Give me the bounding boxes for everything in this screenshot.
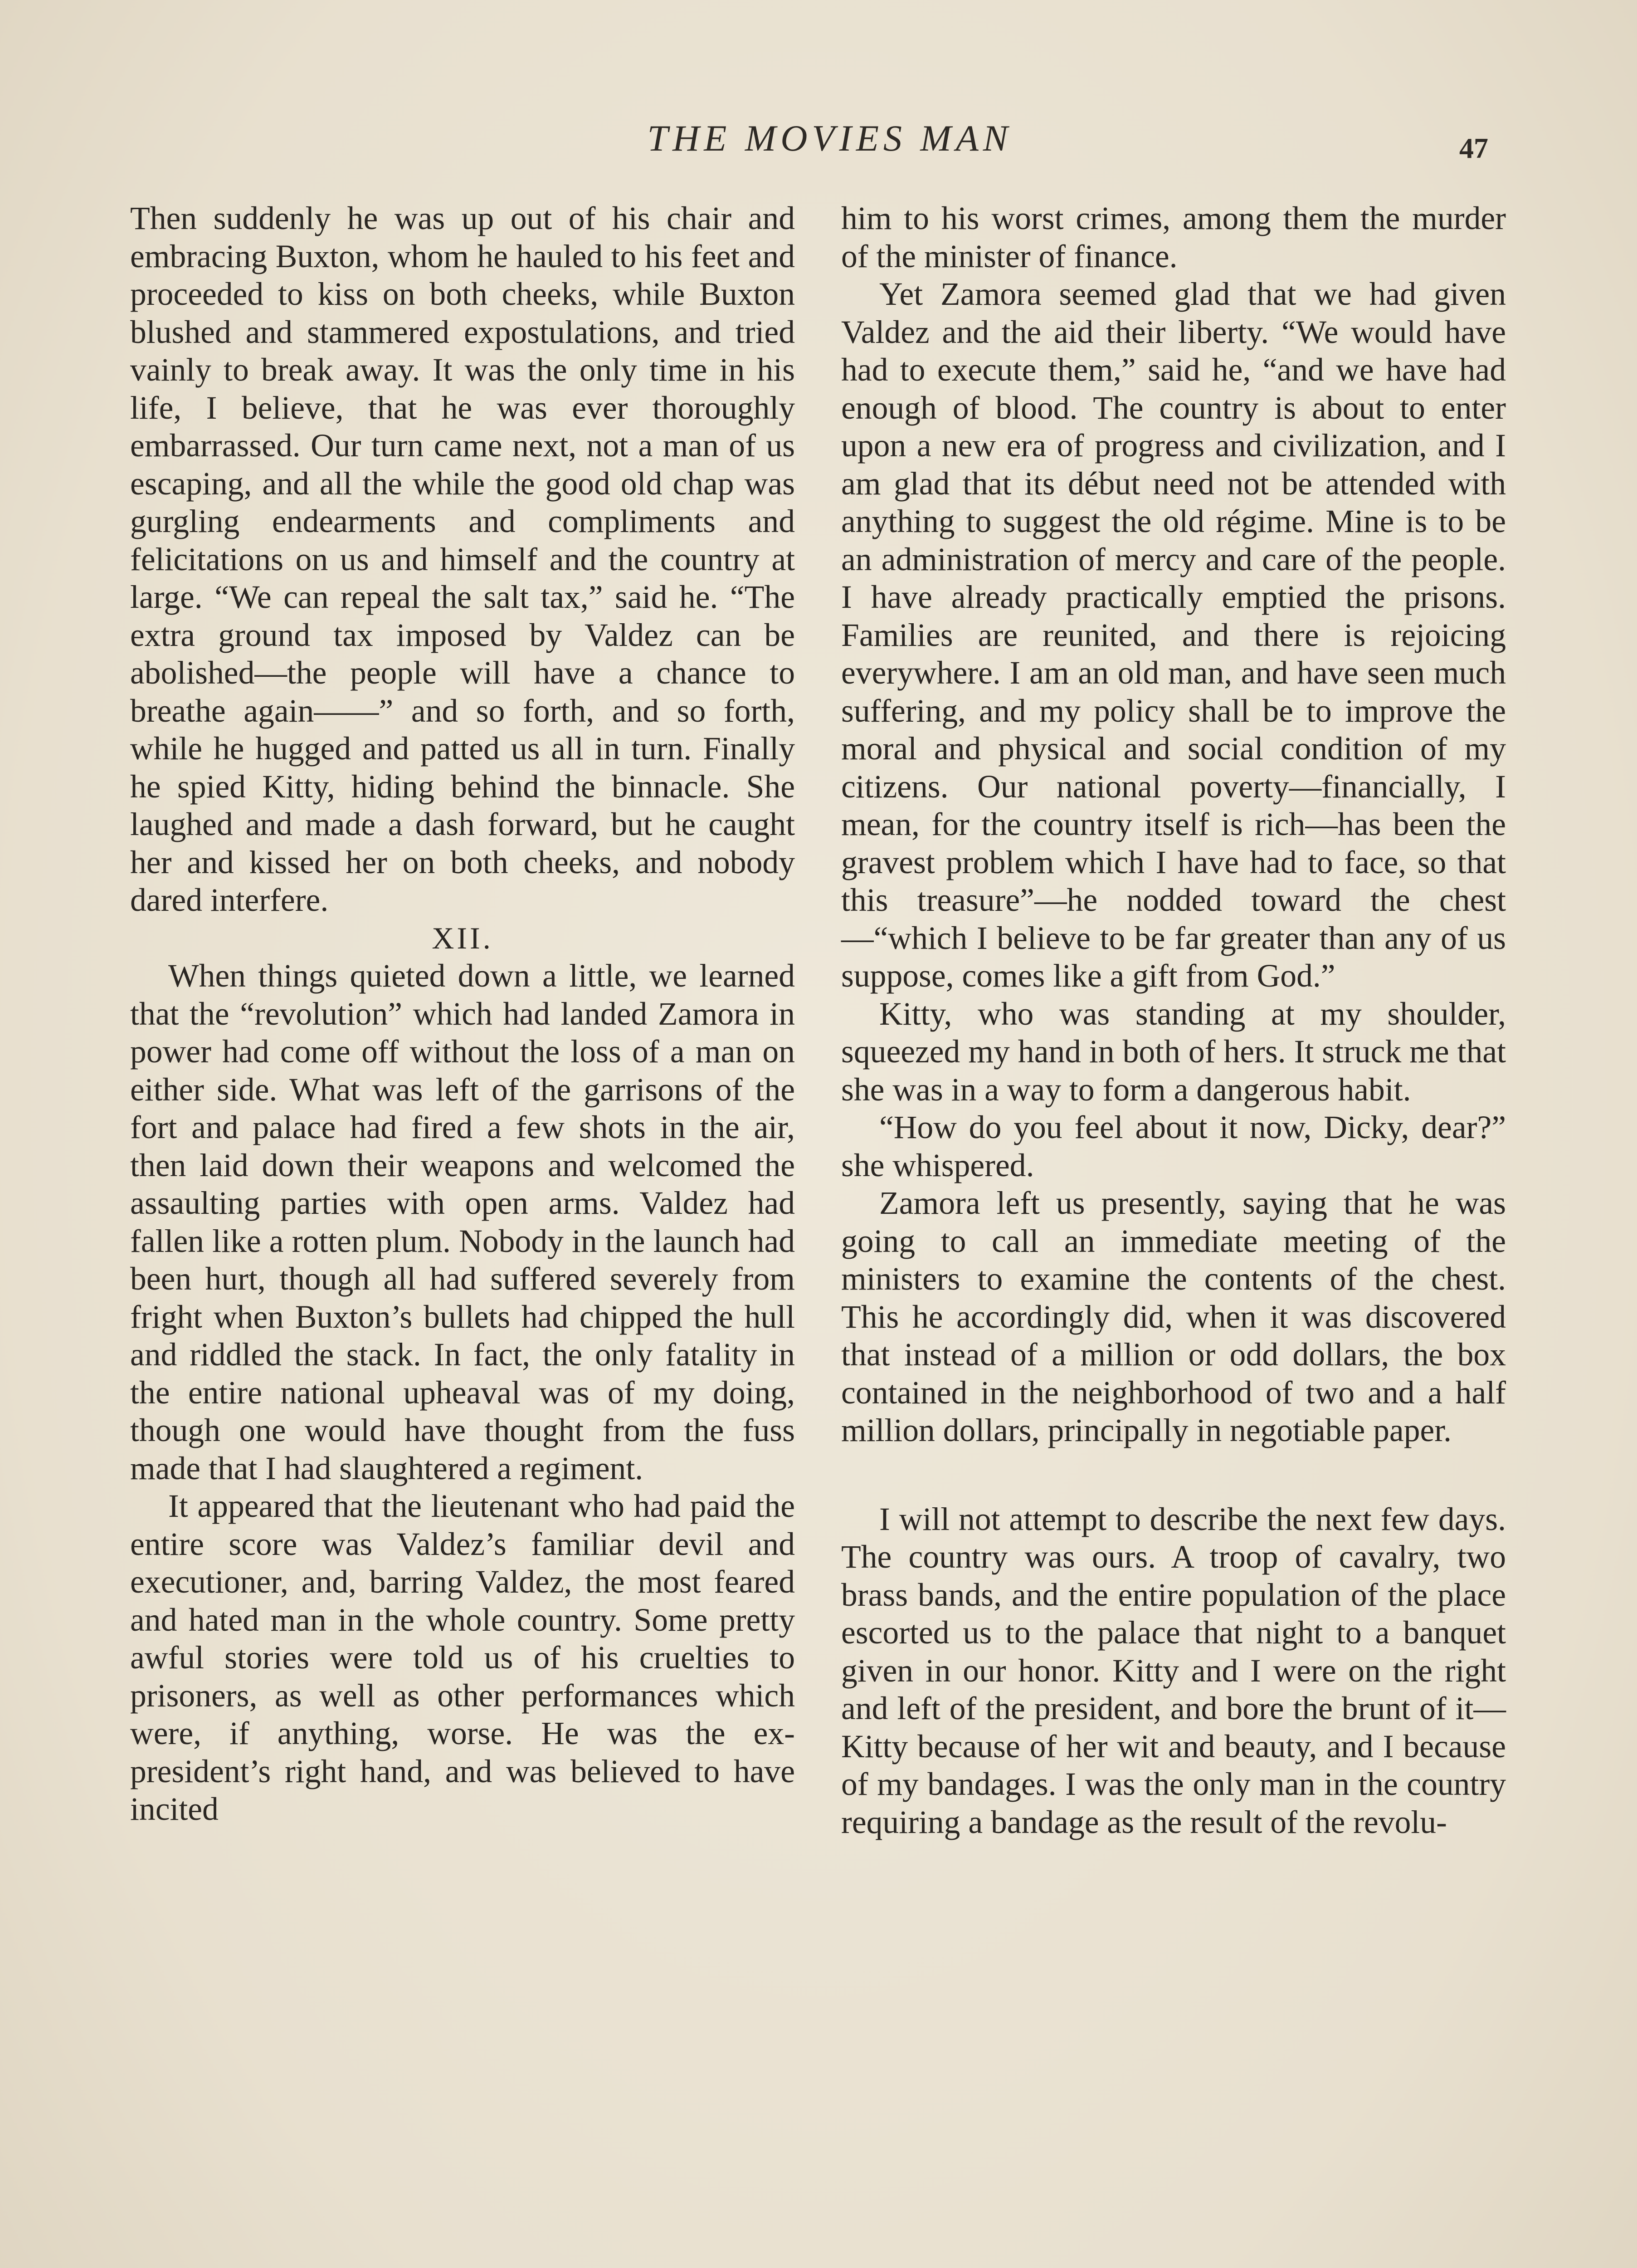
paragraph: When things quieted down a little, we learned that the “revolution” which had landed Zamora in power had come off without the loss of a man on either side. What was left of the garrisons of the fort and palace had fired a few shots in the air, then laid down their weapons and welcomed the assaulting parties with open arms. Valdez had fallen like a rotten plum. Nobody in the launch had been hurt, though all had suffered severely from fright when Buxton’s bullets had chipped the hull and riddled the stack. In fact, the only fatality in the entire national upheaval was of my doing, though one would have thought from the fuss made that I had slaughtered a regiment. [130, 958, 795, 1486]
paragraph: I will not attempt to describe the next few days. The country was ours. A troop of cavalry, two brass bands, and the entire population of the place escorted us to the palace that night to a banquet given in our honor. Kitty and I were on the right and left of the president, and bore the brunt of it—Kitty because of her wit and beauty, and I because of my bandages. I was the only man in the country requiring a bandage as the result of the revolu- [841, 1501, 1506, 1840]
paragraph: Kitty, who was standing at my shoulder, squeezed my hand in both of hers. It struck me that she was in a way to form a dangerous habit. [841, 996, 1506, 1108]
paragraph: Zamora left us presently, saying that he was going to call an immediate meeting of the ministers to examine the contents of the chest. This he accordingly did, when it was discovered that instead of a million or odd dollars, the box contained in the neighborhood of two and a half million dollars, principally in negotiable paper. [841, 1185, 1506, 1448]
right-column [841, 200, 1506, 1841]
paragraph: Yet Zamora seemed glad that we had given Valdez and the aid their liberty. “We would have had to execute them,” said he, “and we have had enough of blood. The country is about to enter upon a new era of progress and civilization, and I am glad that its début need not be attended with anything to suggest the old régime. Mine is to be an administration of mercy and care of the people. I have already practically emptied the prisons. Families are reunited, and there is rejoicing everywhere. I am an old man, and have seen much suffering, and my policy shall be to improve the moral and physical and social condition of my citizens. Our national poverty—financially, I mean, for the country itself is rich—has been the gravest problem which I have had to face, so that this treasure”—he nodded toward the chest —“which I believe to be far greater than any of us suppose, comes like a gift from God.” [841, 276, 1506, 994]
running-head: THE MOVIES MAN [647, 117, 1013, 159]
paragraph: “How do you feel about it now, Dicky, dear?” she whispered. [841, 1110, 1506, 1183]
chapter-heading: XII. [432, 920, 493, 955]
paragraph: Then suddenly he was up out of his chair and embracing Buxton, whom he hauled to his feet and proceeded to kiss on both cheeks, while Buxton blushed and stammered expostulations, and tried vainly to break away. It was the only time in his life, I believe, that he was ever thoroughly embarrassed. Our turn came next, not a man of us escaping, and all the while the good old chap was gurgling endearments and compliments and felicitations on us and himself and the country at large. “We can repeal the salt tax,” said he. “The extra ground tax imposed by Valdez can be abolished—the people will have a chance to breathe again——” and so forth, and so forth, while he hugged and patted us all in turn. Finally he spied Kitty, hiding behind the binnacle. She laughed and made a dash forward, but he caught her and kissed her on both cheeks, and nobody dared interfere. [130, 200, 795, 918]
left-column [130, 200, 795, 1828]
paragraph: him to his worst crimes, among them the murder of the minister of finance. [841, 200, 1506, 274]
paragraph: It appeared that the lieutenant who had paid the entire score was Valdez’s familiar devil and executioner, and, barring Valdez, the most feared and hated man in the whole country. Some pretty awful stories were told us of his cruelties to prisoners, as well as other performances which were, if anything, worse. He was the ex-president’s right hand, and was believed to have incited [130, 1488, 795, 1827]
page-number: 47 [1459, 132, 1488, 164]
